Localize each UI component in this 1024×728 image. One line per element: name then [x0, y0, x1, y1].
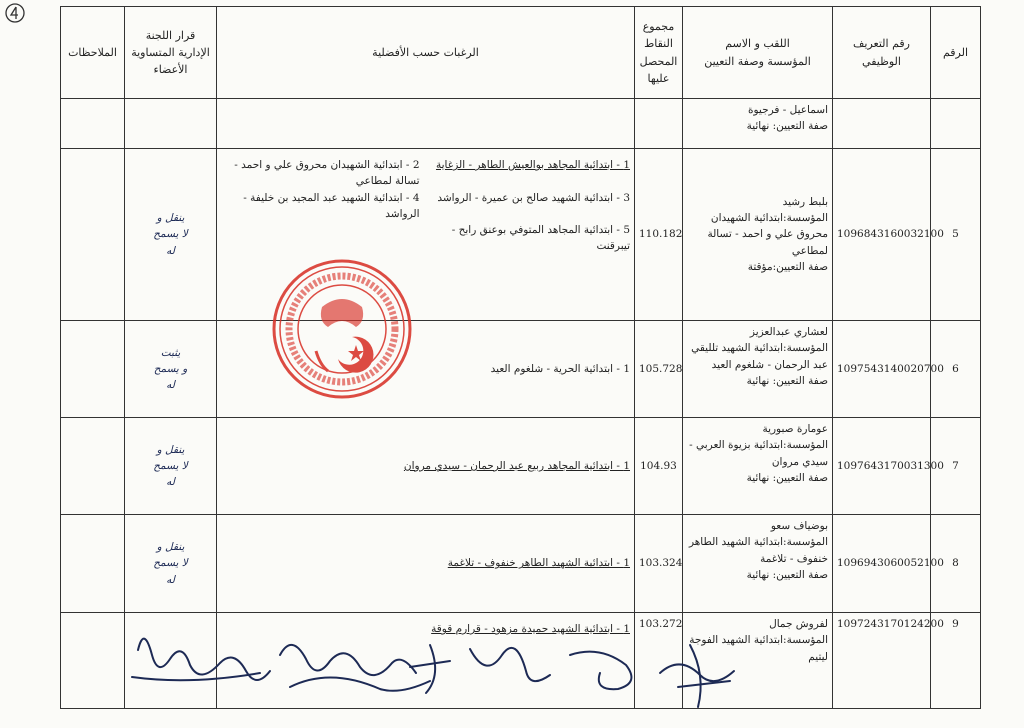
- wishes-cell: 1 - ابتدائية الشهيد الطاهر خنفوف - تلاغمة: [217, 515, 635, 613]
- row-number: 5: [931, 149, 981, 321]
- points: 105.728: [635, 321, 683, 418]
- name-cell: بلبط رشيد المؤسسة:ابتدائية الشهيدان محروق علي و احمد - تسالة لمطاعي صفة التعيين:مؤقتة: [683, 149, 833, 321]
- employee-id: 1096943060052100: [833, 515, 931, 613]
- wishes-cell: 1 - ابتدائية المجاهد بوالعيش الطاهر - الزغاية 2 - ابتدائية الشهيدان محروق علي و احمد - تسالة لمطاعي 3 - ابتدائية الشهيد صالح بن عميرة - الرواشد 4 - ابتدائية الشهيد عبد المجيد بن خليفة - الرواشد 5 - ابتدائية المجاهد المتوفي بوعنق رابح - تيبرقنت: [217, 149, 635, 321]
- header-row: [61, 7, 981, 99]
- table-row: [61, 418, 981, 515]
- notes-cell: [61, 613, 125, 709]
- points: 104.93: [635, 418, 683, 515]
- header-name: اللقب و الاسم المؤسسة وصفة التعيين: [683, 7, 833, 99]
- employee-id: 1097543140020700: [833, 321, 931, 418]
- name-cell: لفروش جمال المؤسسة:ابتدائية الشهيد الفوجة ليتيم: [683, 613, 833, 709]
- row-number: 9: [931, 613, 981, 709]
- circled-number-icon: [4, 2, 26, 24]
- wishes-cell: 1 - ابتدائية المجاهد ربيع عبد الرحمان - سيدي مروان: [217, 418, 635, 515]
- header-num: الرقم: [931, 7, 981, 99]
- committee-decision: ينقل و لا يسمح له: [125, 418, 217, 515]
- points: 103.324: [635, 515, 683, 613]
- notes-cell: [61, 149, 125, 321]
- header-wishes: الرغبات حسب الأفضلية: [217, 7, 635, 99]
- signature-scribbles-icon: [130, 615, 750, 725]
- row-number: 6: [931, 321, 981, 418]
- employee-id: 1097243170124200: [833, 613, 931, 709]
- name-cell: لعشاري عبدالعزيز المؤسسة:ابتدائية الشهيد تلليقي عبد الرحمان - شلغوم العيد صفة التعيين: نهائية: [683, 321, 833, 418]
- header-notes: الملاحظات: [61, 7, 125, 99]
- notes-cell: [61, 321, 125, 418]
- wishes-cell: 1 - ابتدائية الحرية - شلغوم العيد: [217, 321, 635, 418]
- transfer-table: [60, 6, 981, 709]
- official-seal-icon: [268, 255, 416, 403]
- employee-id: 1097643170031300: [833, 418, 931, 515]
- committee-decision: ينقل و لا يسمح له: [125, 149, 217, 321]
- notes-cell: [61, 515, 125, 613]
- wishes-cell: 1 - ابتدائية الشهيد حميدة مزهود - قرارم قوقة: [217, 613, 635, 709]
- table-row-prev: [61, 99, 981, 149]
- row-number: 7: [931, 418, 981, 515]
- name-cell: اسماعيل - فرجيوة صفة التعيين: نهائية: [683, 99, 833, 149]
- committee-decision: ينقل و لا يسمح له: [125, 515, 217, 613]
- name-cell: بوضياف سعو المؤسسة:ابتدائية الشهيد الطاهر خنفوف - تلاغمة صفة التعيين: نهائية: [683, 515, 833, 613]
- header-id: رقم التعريف الوظيفي: [833, 7, 931, 99]
- table-row: [61, 149, 981, 321]
- row-number: 8: [931, 515, 981, 613]
- committee-decision: يثبت و يسمح له: [125, 321, 217, 418]
- points: 103.272: [635, 613, 683, 709]
- points: 110.182: [635, 149, 683, 321]
- table-row: [61, 321, 981, 418]
- header-points: مجموع النقاط المحصل عليها: [635, 7, 683, 99]
- header-decision: قرار اللجنة الإدارية المتساوية الأعضاء: [125, 7, 217, 99]
- notes-cell: [61, 418, 125, 515]
- employee-id: 1096843160032100: [833, 149, 931, 321]
- name-cell: عومارة صبورية المؤسسة:ابتدائية بزيوة العربي - سيدي مروان صفة التعيين: نهائية: [683, 418, 833, 515]
- table-row: [61, 515, 981, 613]
